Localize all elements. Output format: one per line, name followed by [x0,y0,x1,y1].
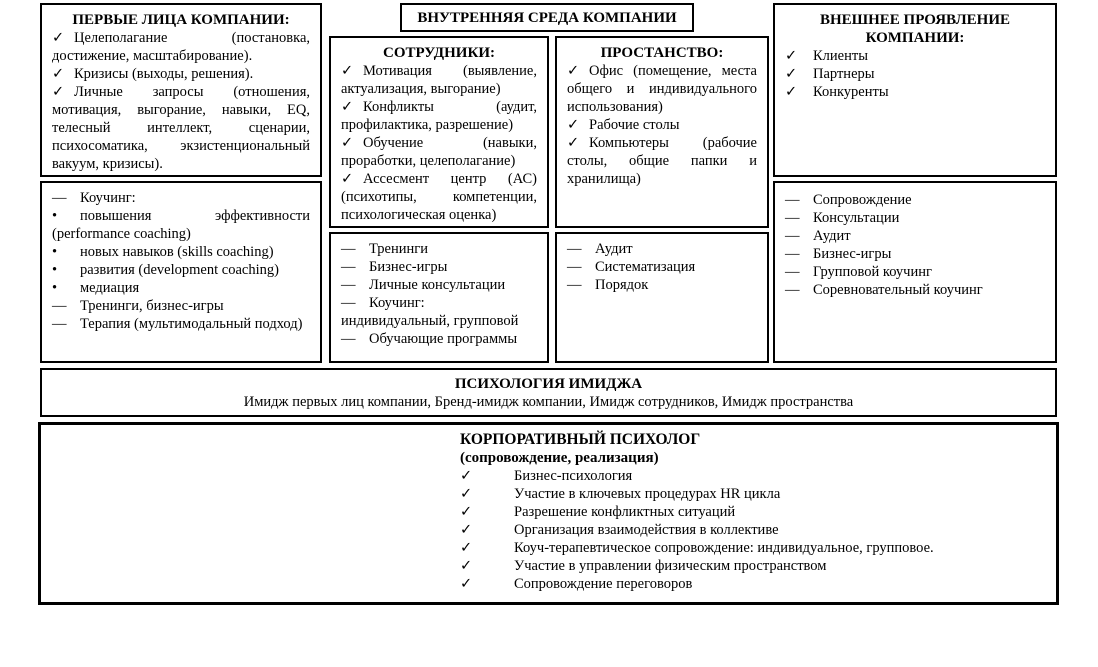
list-item: • повышения эффективности (performance coaching) [52,208,310,242]
external-box [773,3,1057,177]
check-icon: ✓ [341,135,354,151]
dash-icon: — [52,190,67,206]
dash-icon: — [567,259,582,275]
bullet-icon: • [52,208,58,224]
list-item: — Сопровождение [785,192,912,208]
bullet-icon: • [52,244,58,260]
staff-tools-box [329,232,549,363]
internal-title: ВНУТРЕННЯЯ СРЕДА КОМПАНИИ [417,10,677,26]
list-item: ✓ Компьютеры (рабочие столы, общие папки и хранилища) [567,135,757,187]
dash-icon: — [785,264,800,280]
image-psychology-box [40,368,1057,417]
list-item: ✓ Обучение (навыки, проработки, целеполагание) [341,135,537,169]
dash-icon: — [785,282,800,298]
list-item: • новых навыков (skills coaching) [52,244,274,260]
check-icon: ✓ [460,540,473,556]
list-item: — Аудит [785,228,851,244]
bullet-icon: • [52,262,58,278]
list-item: — Тренинги [341,241,428,257]
leaders-tools-box [40,181,322,363]
dash-icon: — [341,277,356,293]
list-item: ✓ Клиенты [785,48,868,64]
list-item: ✓ Коуч-терапевтическое сопровождение: индивидуальное, групповое. [460,540,934,556]
list-item: • медиация [52,280,140,296]
list-item: ✓ Офис (помещение, места общего и индивидуального использования) [567,63,757,115]
list-item: — Групповой коучинг [785,264,932,280]
check-icon: ✓ [567,63,580,79]
list-item: — Коучинг: индивидуальный, групповой [341,295,519,329]
dash-icon: — [785,246,800,262]
list-item: ✓ Организация взаимодействия в коллективе [460,522,779,538]
image-psychology-subtitle: Имидж первых лиц компании, Бренд-имидж компании, Имидж сотрудников, Имидж пространства [243,394,854,410]
dash-icon: — [341,241,356,257]
check-icon: ✓ [341,63,354,79]
list-item: ✓ Кризисы (выходы, решения). [52,66,254,82]
check-icon: ✓ [460,576,473,592]
check-icon: ✓ [460,558,473,574]
list-item: — Коучинг: [52,190,136,206]
list-item: — Систематизация [567,259,696,275]
dash-icon: — [341,295,356,311]
space-tools-box [555,232,769,363]
leaders-title: ПЕРВЫЕ ЛИЦА КОМПАНИИ: [72,12,290,28]
dash-icon: — [52,298,67,314]
list-item: • развития (development coaching) [52,262,279,278]
space-box [555,36,769,228]
list-item: — Тренинги, бизнес-игры [52,298,224,314]
check-icon: ✓ [460,486,473,502]
list-item: ✓ Личные запросы (отношения, мотивация, выгорание, навыки, EQ, телесный интеллект, сценарии, психосоматика, экзистенциональный вакуум, кризисы). [52,84,310,172]
corporate-title: КОРПОРАТИВНЫЙ ПСИХОЛОГ [460,431,701,448]
list-item: ✓ Участие в ключевых процедурах HR цикла [460,486,781,502]
list-item: — Личные консультации [341,277,506,293]
list-item: — Обучающие программы [341,331,518,347]
list-item: ✓ Конфликты (аудит, профилактика, разрешение) [341,99,537,133]
external-title: ВНЕШНЕЕ ПРОЯВЛЕНИЕ КОМПАНИИ: [819,12,1011,46]
list-item: — Бизнес-игры [785,246,892,262]
dash-icon: — [52,316,67,332]
list-item: — Терапия (мультимодальный подход) [52,316,303,332]
space-title: ПРОСТАНСТВО: [600,45,724,61]
list-item: ✓ Мотивация (выявление, актуализация, выгорание) [341,63,537,97]
dash-icon: — [785,192,800,208]
corporate-box [38,422,1059,605]
check-icon: ✓ [52,66,65,82]
check-icon: ✓ [52,84,65,100]
list-item: ✓ Сопровождение переговоров [460,576,693,592]
check-icon: ✓ [567,117,580,133]
list-item: ✓ Ассесмент центр (АС) (психотипы, компетенции, психологическая оценка) [341,171,537,223]
image-psychology-title: ПСИХОЛОГИЯ ИМИДЖА [454,376,643,392]
internal-header [400,3,694,32]
dash-icon: — [785,228,800,244]
list-item: ✓ Целеполагание (постановка, достижение, масштабирование). [52,30,310,64]
dash-icon: — [567,277,582,293]
corporate-subtitle: (сопровождение, реализация) [460,450,659,466]
check-icon: ✓ [785,84,798,100]
list-item: ✓ Рабочие столы [567,117,680,133]
check-icon: ✓ [460,522,473,538]
list-item: ✓ Конкуренты [785,84,889,100]
dash-icon: — [341,259,356,275]
staff-title: СОТРУДНИКИ: [383,45,495,61]
check-icon: ✓ [52,30,65,46]
list-item: — Порядок [567,277,649,293]
check-icon: ✓ [341,171,354,187]
external-tools-box [773,181,1057,363]
dash-icon: — [567,241,582,257]
list-item: — Бизнес-игры [341,259,448,275]
list-item: ✓ Разрешение конфликтных ситуаций [460,504,736,520]
list-item: ✓ Участие в управлении физическим пространством [460,558,827,574]
list-item: — Соревновательный коучинг [785,282,983,298]
check-icon: ✓ [460,468,473,484]
check-icon: ✓ [341,99,354,115]
list-item: ✓ Бизнес-психология [460,468,633,484]
dash-icon: — [341,331,356,347]
dash-icon: — [785,210,800,226]
check-icon: ✓ [460,504,473,520]
staff-box [329,36,549,228]
check-icon: ✓ [785,66,798,82]
check-icon: ✓ [567,135,580,151]
check-icon: ✓ [785,48,798,64]
bullet-icon: • [52,280,58,296]
list-item: — Аудит [567,241,633,257]
list-item: ✓ Партнеры [785,66,875,82]
leaders-box [40,3,322,177]
list-item: — Консультации [785,210,900,226]
